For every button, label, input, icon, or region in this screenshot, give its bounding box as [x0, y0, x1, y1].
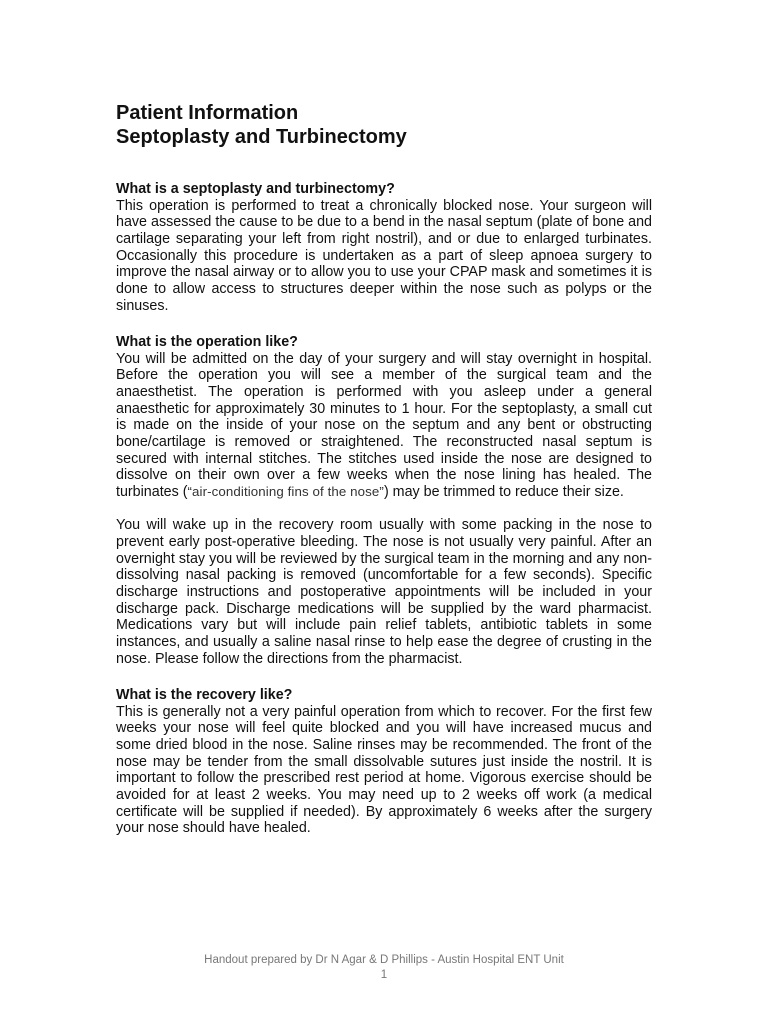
document-page: [116, 101, 652, 837]
section-heading: What is the recovery like?: [116, 687, 293, 704]
section-heading: What is the operation like?: [116, 334, 298, 351]
section-paragraph: This operation is performed to treat a chronically blocked nose. Your surgeon will have assessed the cause to be due to a bend in the nasal septum (plate of bone and cartilage separating your left from right nostril), and or due to enlarged turbinates. Occasionally this procedure is undertaken as a part of sleep apnoea surgery to improve the nasal airway or to allow you to use your CPAP mask and sometimes it is done to allow access to structures deeper within the nose such as polyps or the sinuses.: [116, 197, 652, 314]
section-what-is: [116, 181, 652, 314]
paragraph-text: ) may be trimmed to reduce their size.: [383, 484, 624, 501]
section-paragraph: This is generally not a very painful operation from which to recover. For the first few weeks your nose will feel quite blocked and you will have increased mucus and some dried blood in the nose. Saline rinses may be recommended. The front of the nose may be tender from the small dissolvable sutures just inside the nostril. It is important to follow the prescribed rest period at home. Vigorous exercise should be avoided for at least 2 weeks. You may need up to 2 weeks off work (a medical certificate will be supplied if needed). By approximately 6 weeks after the surgery your nose should have healed.: [116, 703, 652, 837]
section-heading: What is a septoplasty and turbinectomy?: [116, 181, 395, 197]
section-paragraph: You will wake up in the recovery room usually with some packing in the nose to prevent early post-operative bleeding. The nose is not usually very painful. After an overnight stay you will be reviewed by the surgical team in the morning and any non-dissolving nasal packing is removed (uncomfortable for a few seconds). Specific discharge instructions and postoperative appointments will be included in your discharge pack. Discharge medications will be supplied by the ward pharmacist. Medications vary but will include pain relief tablets, antibiotic tablets in some instances, and usually a saline nasal rinse to help ease the degree of crusting in the nose. Please follow the directions from the pharmacist.: [116, 517, 652, 667]
section-operation: [116, 334, 652, 667]
section-paragraph: [116, 351, 652, 501]
turbinates-quote: “air-conditioning fins of the nose”: [187, 484, 384, 500]
title-patient-information: Patient Information: [116, 102, 299, 124]
paragraph-text: You will be admitted on the day of your surgery and will stay overnight in hospital. Before the operation you will see a member of the surgical team and the anaesthetist. The operation is performed with you asleep under a general anaesthetic for approximately 30 minutes to 1 hour. For the septoplasty, a small cut is made on the inside of your nose on the septum and any bent or obstructing bone/cartilage is removed or straightened. The reconstructed nasal septum is secured with internal stitches. The stitches used inside the nose are designed to dissolve on their own over a few weeks when the nose lining has healed. The turbinates (: [116, 350, 652, 501]
page-number: 1: [380, 969, 388, 981]
page-footer: [0, 953, 768, 983]
title-procedure-name: Septoplasty and Turbinectomy: [116, 126, 407, 148]
footer-credit: Handout prepared by Dr N Agar & D Phillips - Austin Hospital ENT Unit: [204, 954, 564, 966]
section-recovery: [116, 687, 652, 837]
